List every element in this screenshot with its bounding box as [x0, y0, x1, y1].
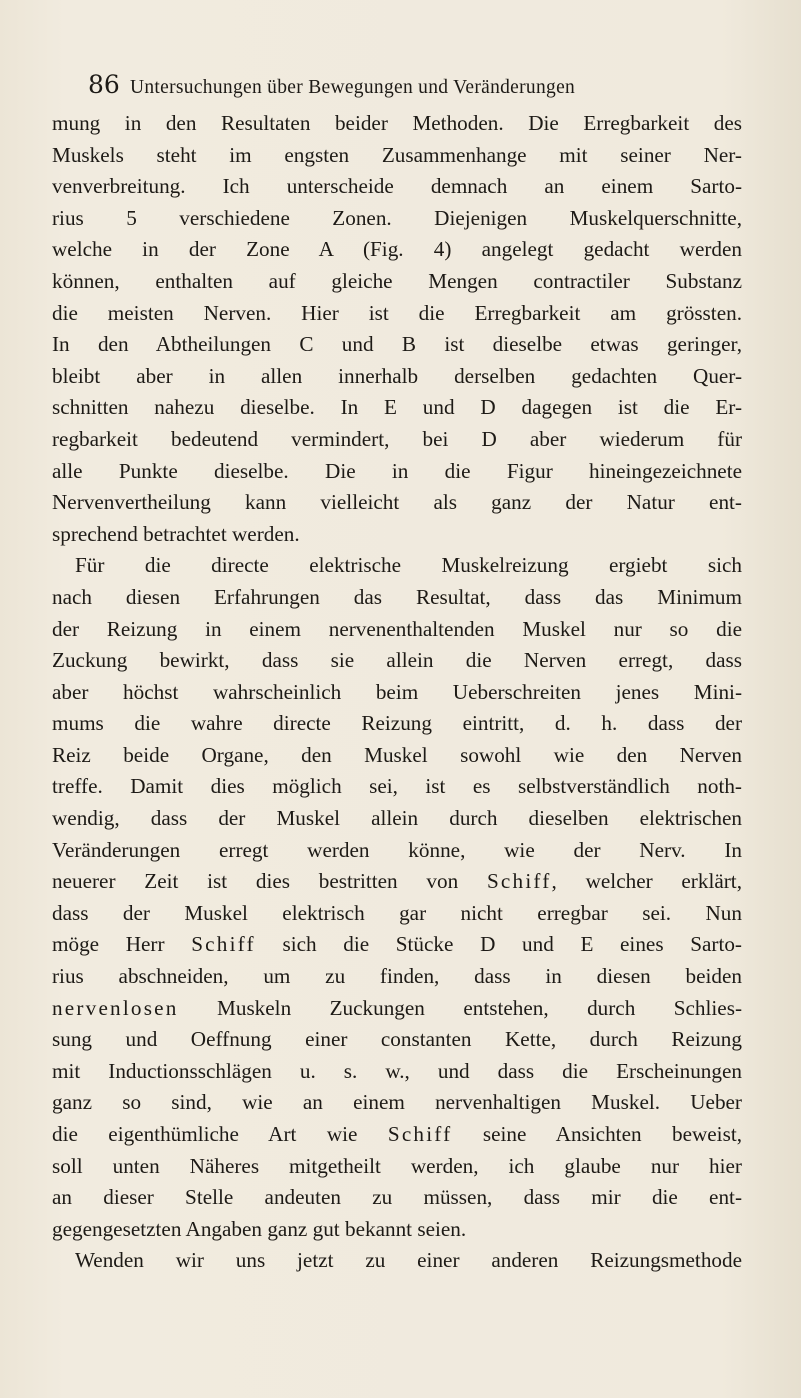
text-line: mums die wahre directe Reizung eintritt, d. h. dass der — [52, 711, 742, 736]
text-line: bleibt aber in allen innerhalb derselben gedachten Quer- — [52, 363, 742, 388]
text-line: aber höchst wahrscheinlich beim Ueberschreiten jenes Mini- — [52, 679, 742, 704]
text-line: Nervenvertheilung kann vielleicht als ganz der Natur ent- — [52, 490, 742, 515]
text-line: Muskels steht im engsten Zusammenhange mit seiner Ner- — [52, 142, 742, 167]
text-line: alle Punkte dieselbe. Die in die Figur hineingezeichnete — [52, 458, 742, 483]
text-line: schnitten nahezu dieselbe. In E und D dagegen ist die Er- — [52, 395, 742, 420]
emphasized-word: Schiff — [191, 932, 256, 957]
text-line: sprechend betrachtet werden. — [52, 521, 300, 546]
text-line: neuerer Zeit ist dies bestritten von Schiff, welcher erklärt, — [52, 869, 742, 894]
text-line: welche in der Zone A (Fig. 4) angelegt gedacht werden — [52, 237, 742, 262]
text-line: treffe. Damit dies möglich sei, ist es selbstverständlich noth- — [52, 774, 742, 799]
text-line: wendig, dass der Muskel allein durch dieselben elektrischen — [52, 806, 742, 831]
text-line: möge Herr Schiff sich die Stücke D und E eines Sarto- — [52, 932, 742, 957]
page-header — [88, 70, 728, 104]
text-line: mung in den Resultaten beider Methoden. Die Erregbarkeit des — [52, 111, 742, 135]
text-line: die eigenthümliche Art wie Schiff seine Ansichten beweist, — [52, 1122, 742, 1146]
text-line: rius abschneiden, um zu finden, dass in diesen beiden — [52, 964, 742, 989]
text-line: die meisten Nerven. Hier ist die Erregbarkeit am grössten. — [52, 300, 742, 325]
running-head: Untersuchungen über Bewegungen und Veränderungen — [130, 77, 576, 98]
text-line: Zuckung bewirkt, dass sie allein die Nerven erregt, dass — [52, 648, 742, 673]
body-text — [52, 108, 742, 1277]
text-line: dass der Muskel elektrisch gar nicht erregbar sei. Nun — [52, 900, 742, 925]
text-line: ganz so sind, wie an einem nervenhaltigen Muskel. Ueber — [52, 1090, 742, 1115]
text-line: In den Abtheilungen C und B ist dieselbe etwas geringer, — [52, 332, 742, 357]
text-line: sung und Oeffnung einer constanten Kette, durch Reizung — [52, 1027, 742, 1052]
text-line: soll unten Näheres mitgetheilt werden, ich glaube nur hier — [52, 1153, 742, 1178]
text-line: mit Inductionsschlägen u. s. w., und dass die Erscheinungen — [52, 1058, 742, 1083]
text-line: regbarkeit bedeutend vermindert, bei D aber wiederum für — [52, 426, 742, 451]
emphasized-word: Schiff — [387, 1122, 453, 1146]
text-line: an dieser Stelle andeuten zu müssen, dass mir die ent- — [52, 1185, 742, 1210]
emphasized-word: Schiff — [486, 869, 552, 894]
text-line: gegengesetzten Angaben ganz gut bekannt seien. — [52, 1216, 467, 1241]
text-line: Wenden wir uns jetzt zu einer anderen Reizungsmethode — [75, 1248, 742, 1273]
text-line: rius 5 verschiedene Zonen. Diejenigen Muskelquerschnitte, — [52, 205, 742, 230]
text-line: Reiz beide Organe, den Muskel sowohl wie den Nerven — [52, 742, 742, 767]
text-line: nach diesen Erfahrungen das Resultat, dass das Minimum — [52, 584, 742, 609]
text-line: nervenlosen Muskeln Zuckungen entstehen, durch Schlies- — [52, 995, 742, 1020]
text-line: der Reizung in einem nervenenthaltenden Muskel nur so die — [52, 616, 742, 641]
text-line: können, enthalten auf gleiche Mengen contractiler Substanz — [52, 268, 742, 293]
text-line: Veränderungen erregt werden könne, wie der Nerv. In — [52, 837, 742, 862]
page-number: 86 — [88, 70, 120, 99]
text-line: venverbreitung. Ich unterscheide demnach an einem Sarto- — [52, 174, 742, 199]
emphasized-word: nervenlosen — [52, 995, 179, 1020]
text-line: Für die directe elektrische Muskelreizung ergiebt sich — [75, 553, 742, 578]
